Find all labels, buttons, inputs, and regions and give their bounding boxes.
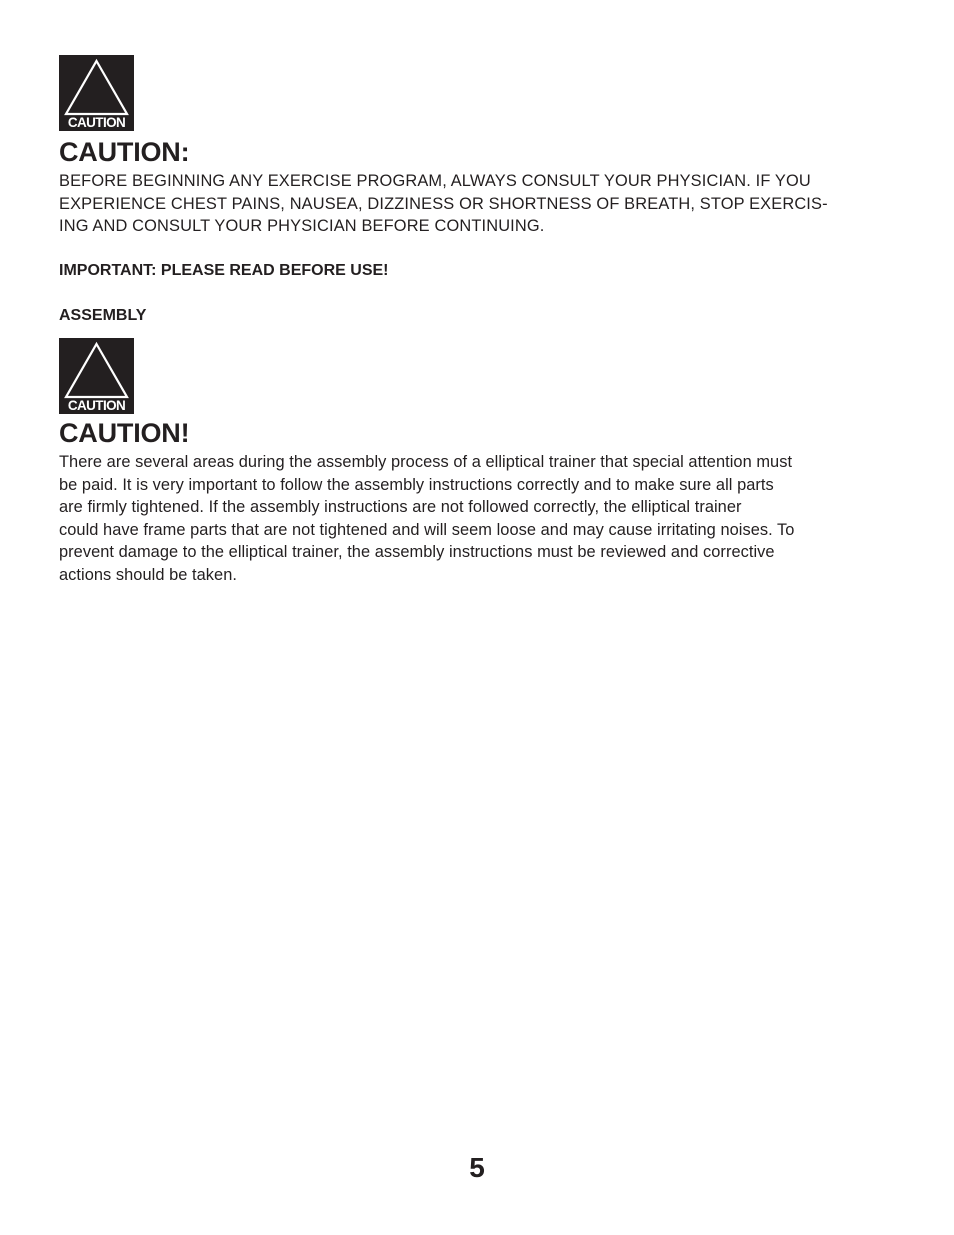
paragraph-line: prevent damage to the elliptical trainer, the assembly instructions must be reviewed and corrective [59, 543, 775, 561]
paragraph-line: actions should be taken. [59, 565, 237, 584]
paragraph-line: There are several areas during the assembly process of a elliptical trainer that special attention must [59, 453, 793, 471]
assembly-caution-paragraph [59, 451, 899, 586]
paragraph-line: be paid. It is very important to follow the assembly instructions correctly and to make sure all parts [59, 475, 774, 494]
page-number: 5 [469, 1152, 485, 1183]
caution-icon-label: CAUTION [67, 115, 126, 130]
paragraph-line: BEFORE BEGINNING ANY EXERCISE PROGRAM, ALWAYS CONSULT YOUR PHYSICIAN. IF YOU [59, 172, 811, 190]
important-notice: IMPORTANT: PLEASE READ BEFORE USE! [59, 262, 389, 279]
paragraph-line: ING AND CONSULT YOUR PHYSICIAN BEFORE CONTINUING. [59, 217, 545, 235]
caution-heading: CAUTION: [59, 137, 190, 167]
assembly-caution-heading: CAUTION! [59, 418, 190, 448]
assembly-heading: ASSEMBLY [59, 307, 147, 324]
caution-triangle-icon [59, 55, 134, 131]
caution-paragraph [59, 170, 889, 238]
paragraph-line: EXPERIENCE CHEST PAINS, NAUSEA, DIZZINESS OR SHORTNESS OF BREATH, STOP EXERCIS- [59, 194, 828, 213]
paragraph-line: could have frame parts that are not tightened and will seem loose and may cause irritating noises. To [59, 520, 795, 539]
caution-triangle-icon [59, 338, 134, 414]
paragraph-line: are firmly tightened. If the assembly instructions are not followed correctly, the elliptical trainer [59, 498, 742, 516]
caution-icon-label: CAUTION [67, 398, 126, 413]
